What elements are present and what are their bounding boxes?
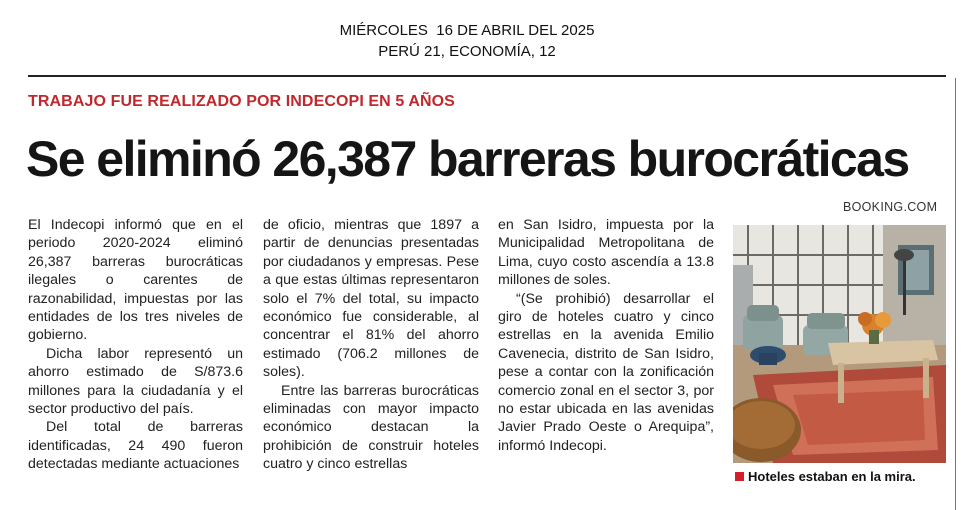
caption-text: Hoteles estaban en la mira.	[748, 469, 916, 484]
date-line: MIÉRCOLES 16 DE ABRIL DEL 2025	[339, 22, 595, 39]
top-rule	[28, 75, 946, 77]
caption-marker-icon	[735, 472, 744, 481]
photo-credit: BOOKING.COM	[843, 200, 938, 214]
paragraph: “(Se prohibió) desarrollar el giro de hoteles cuatro y cinco estrellas en la avenida Emilio Cavenecia, distrito de San Isidro, pese a contar con la zonificación comercio zonal en el sector 3, por no estar ubicada en las avenidas Javier Prado Oeste o Arequipa”, informó Indecopi.	[498, 290, 714, 454]
side-rule	[955, 78, 956, 510]
paragraph: Dicha labor representó un ahorro estimado de S/873.6 millones para la ciudadanía y el sector productivo del país.	[28, 345, 243, 418]
article-column-2	[263, 216, 479, 474]
source-line: PERÚ 21, ECONOMÍA, 12	[378, 43, 556, 60]
paragraph: El Indecopi informó que en el periodo 2020-2024 eliminó 26,387 barreras burocráticas ilegales o carentes de razonabilidad, impuestas por las entidades de los tres niveles de gobierno.	[28, 217, 243, 344]
article-headline: Se eliminó 26,387 barreras burocráticas	[26, 131, 909, 187]
paragraph: Entre las barreras burocráticas eliminadas con mayor impacto económico destacan la prohibición de construir hoteles cuatro y cinco estrellas	[263, 382, 479, 473]
article-kicker: TRABAJO FUE REALIZADO POR INDECOPI EN 5 AÑOS	[28, 93, 455, 110]
paragraph: Del total de barreras identificadas, 24 490 fueron detectadas mediante actuaciones	[28, 419, 243, 473]
paragraph: de oficio, mientras que 1897 a partir de denuncias presentadas por ciudadanos y empresas. Pese a que estas últimas representaron solo el 7% del total, su impacto económico fue considerable, al concentrar el 81% del ahorro estimado (706.2 millones de soles).	[263, 217, 479, 381]
article-column-3	[498, 216, 714, 455]
publication-header	[0, 20, 964, 62]
hotel-room-photo	[733, 225, 946, 463]
article-column-1	[28, 216, 243, 474]
photo-caption	[735, 469, 916, 484]
paragraph: en San Isidro, impuesta por la Municipalidad Metropolitana de Lima, cuyo costo ascendía a 13.8 millones de soles.	[498, 217, 714, 289]
